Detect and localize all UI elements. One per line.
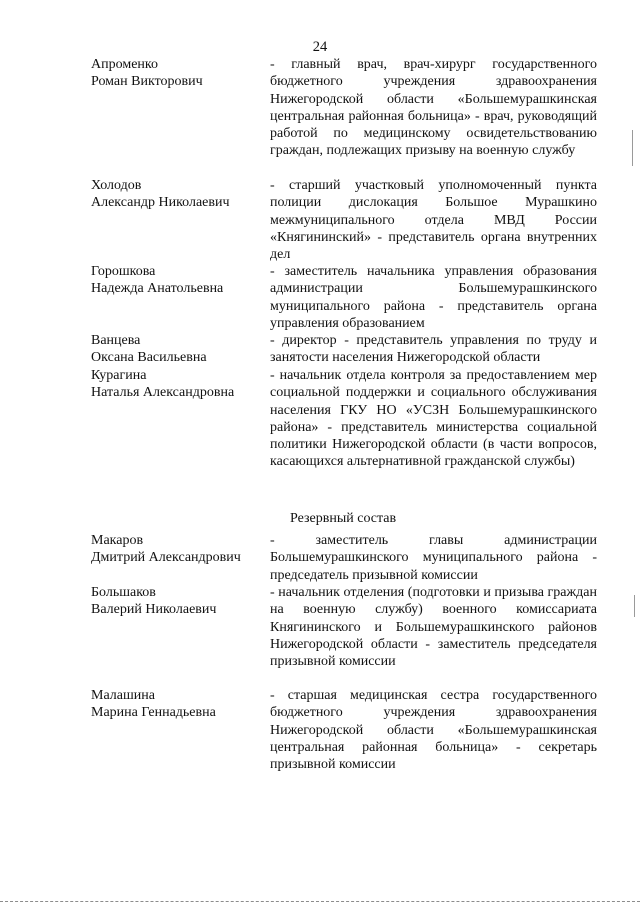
member-name bbox=[91, 367, 261, 402]
page-number: 24 bbox=[312, 39, 328, 55]
section-heading-reserve: Резервный состав bbox=[290, 511, 397, 526]
scan-margin-mark bbox=[634, 595, 635, 617]
member-surname: Курагина bbox=[91, 368, 147, 383]
member-given-names: Марина Геннадьевна bbox=[91, 705, 216, 721]
member-given-names: Дмитрий Александрович bbox=[91, 550, 241, 566]
member-role: - старшая медицинская сестра государственного бюджетного учреждения здравоохранения Нижегородской области «Большемурашкинская центральная районная больница» - секретарь призывной комиссии bbox=[270, 688, 597, 773]
member-surname: Апроменко bbox=[91, 57, 158, 72]
member-role: - старший участковый уполномоченный пункта полиции дислокация Большое Мурашкино межмуниципального отдела МВД России «Княгининский» - представитель органа внутренних дел bbox=[270, 178, 597, 263]
member-role: - начальник отдела контроля за предоставлением мер социальной поддержки и социального обслуживания населения ГКУ НО «УСЗН Большемурашкинского района» - представитель министерства социальной политики Нижегородской области (в части вопросов, касающихся альтернативной гражданской службы) bbox=[270, 368, 597, 470]
member-given-names: Александр Николаевич bbox=[91, 195, 230, 211]
member-given-names: Надежда Анатольевна bbox=[91, 281, 224, 297]
member-role: - начальник отделения (подготовки и призыва граждан на военную службу) военного комиссариата Княгининского и Большемурашкинского районов Нижегородской области - заместитель председателя призывной комиссии bbox=[270, 585, 597, 670]
member-surname: Горошкова bbox=[91, 264, 156, 279]
member-name bbox=[91, 687, 261, 722]
member-surname: Большаков bbox=[91, 585, 156, 600]
member-surname: Макаров bbox=[91, 533, 144, 548]
member-surname: Холодов bbox=[91, 178, 142, 193]
member-name bbox=[91, 532, 261, 567]
member-name bbox=[91, 177, 261, 212]
member-role: - заместитель начальника управления образования администрации Большемурашкинского муниципального района - представитель органа управления образованием bbox=[270, 264, 597, 331]
scan-bottom-edge bbox=[0, 901, 640, 902]
member-name bbox=[91, 584, 261, 619]
member-name bbox=[91, 332, 261, 367]
member-role: - заместитель главы администрации Большемурашкинского муниципального района - председатель призывной комиссии bbox=[270, 533, 597, 583]
scan-margin-mark bbox=[632, 130, 633, 166]
member-role: - директор - представитель управления по труду и занятости населения Нижегородской области bbox=[270, 333, 597, 366]
member-given-names: Наталья Александровна bbox=[91, 385, 235, 401]
member-given-names: Валерий Николаевич bbox=[91, 602, 217, 618]
member-role: - главный врач, врач-хирург государственного бюджетного учреждения здравоохранения Нижегородской области «Большемурашкинская центральная районная больница» - врач, руководящий работой по медицинскому освидетельствованию граждан, подлежащих призыву на военную службу bbox=[270, 57, 597, 159]
member-name bbox=[91, 56, 261, 91]
member-surname: Ванцева bbox=[91, 333, 141, 348]
member-given-names: Роман Викторович bbox=[91, 74, 203, 90]
member-given-names: Оксана Васильевна bbox=[91, 350, 207, 366]
member-name bbox=[91, 263, 261, 298]
member-surname: Малашина bbox=[91, 688, 155, 703]
